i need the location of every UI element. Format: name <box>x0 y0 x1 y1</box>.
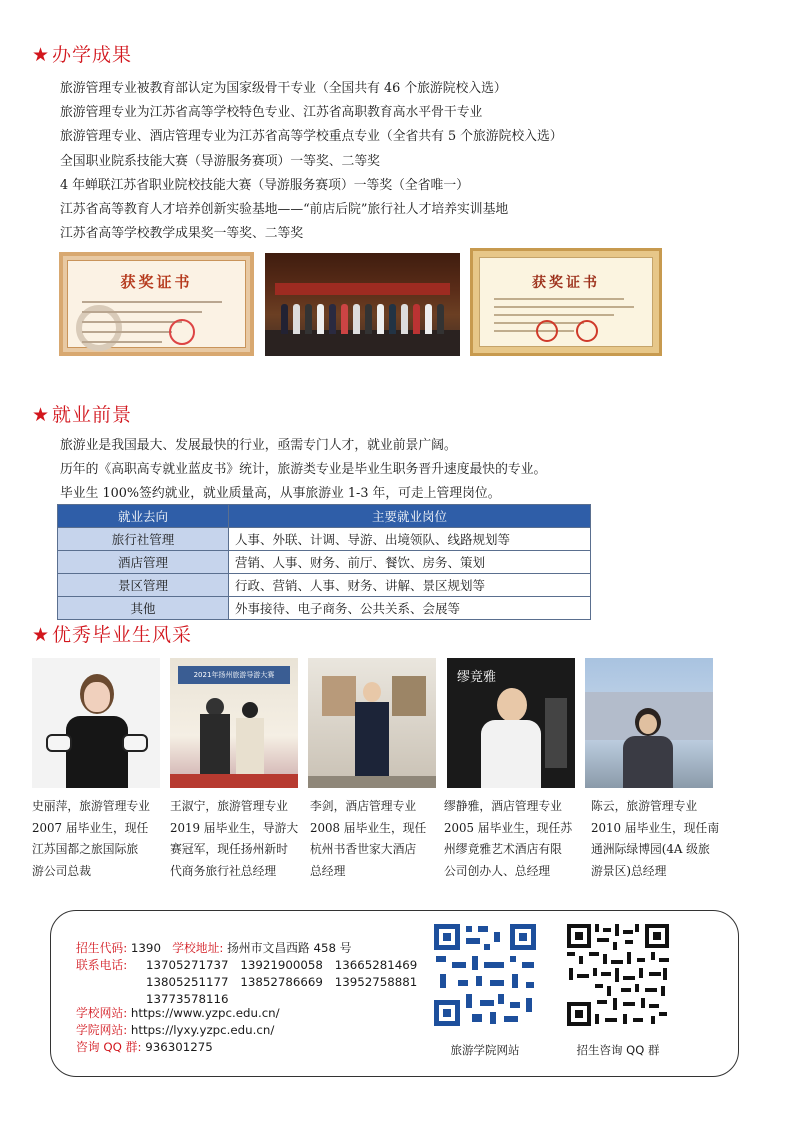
graduate-caption-2: 王淑宁，旅游管理专业 2019 届毕业生，导游大 赛冠军，现任扬州新时 代商务旅行社总经理 <box>170 799 299 878</box>
table-cell-positions: 人事、外联、计调、导游、出境领队、线路规划等 <box>229 528 591 551</box>
award-ceremony-photo <box>265 253 460 356</box>
school-address: 扬州市文昌西路 458 号 <box>227 941 352 955</box>
achievement-item: 4 年蝉联江苏省职业院校技能大赛（导游服务赛项）一等奖（全省唯一） <box>60 177 469 193</box>
phone-block: 联系电话: <box>76 958 128 972</box>
table-cell-destination: 景区管理 <box>58 574 229 597</box>
employment-line: 历年的《高职高专就业蓝皮书》统计，旅游类专业是毕业生职务晋升速度最快的专业。 <box>60 462 547 478</box>
table-row <box>58 551 591 574</box>
achievements-title: ★ 办学成果 <box>32 44 133 66</box>
graduate-photo-2 <box>170 658 298 788</box>
graduates-title: ★ 优秀毕业生风采 <box>32 624 193 646</box>
table-header-cell: 就业去向 <box>58 505 229 528</box>
certificate-title: 获奖证书 <box>532 275 600 291</box>
red-seal-icon <box>169 319 195 345</box>
qr-code-icon <box>432 922 538 1028</box>
table-row <box>58 597 591 620</box>
college-website-link[interactable]: https://lyxy.yzpc.edu.cn/ <box>130 1023 275 1037</box>
table-cell-positions: 营销、人事、财务、前厅、餐饮、房务、策划 <box>229 551 591 574</box>
phone-numbers <box>146 957 417 1008</box>
qr-code-qq-group[interactable] <box>565 922 671 1028</box>
red-seal-icon <box>536 320 558 342</box>
phone-line: 13805251177 13852786669 13952758881 <box>146 975 418 989</box>
admission-code-line: 招生代码: 1390 学校地址: 扬州市文昌西路 458 号 <box>76 941 352 955</box>
employment-text <box>60 434 546 507</box>
table-cell-positions: 行政、营销、人事、财务、讲解、景区规划等 <box>229 574 591 597</box>
graduate-photo-5 <box>585 658 713 788</box>
star-icon: ★ <box>32 624 51 646</box>
achievement-item: 旅游管理专业为江苏省高等学校特色专业、江苏省高职教育高水平骨干专业 <box>60 105 483 121</box>
red-seal-icon <box>576 320 598 342</box>
graduate-photo-4 <box>447 658 575 788</box>
school-website-link[interactable]: https://www.yzpc.edu.cn/ <box>130 1006 280 1020</box>
table-cell-positions: 外事接待、电子商务、公共关系、会展等 <box>229 597 591 620</box>
award-certificate-image-1 <box>59 252 254 356</box>
qq-group-line: 咨询 QQ 群: 936301275 <box>76 1040 213 1054</box>
qr-code-college-website[interactable] <box>432 922 538 1028</box>
magazine-title: 缪竟雅 <box>457 670 497 685</box>
achievement-item: 旅游管理专业、酒店管理专业为江苏省高等学校重点专业（全省共有 5 个旅游院校入选） <box>60 129 563 145</box>
table-row <box>58 574 591 597</box>
employment-title: ★ 就业前景 <box>32 404 133 426</box>
graduate-caption-1: 史丽萍，旅游管理专业 2007 届毕业生，现任 江苏国都之旅国际旅 游公司总裁 <box>32 799 150 878</box>
table-header-cell: 主要就业岗位 <box>229 505 591 528</box>
star-icon: ★ <box>32 404 51 426</box>
graduate-photo-3 <box>308 658 436 788</box>
table-row <box>58 528 591 551</box>
qq-group-number: 936301275 <box>145 1040 213 1054</box>
phone-line: 13773578116 <box>146 992 229 1006</box>
graduate-photo-1 <box>32 658 160 788</box>
achievement-item: 江苏省高等学校教学成果奖一等奖、二等奖 <box>60 226 304 242</box>
school-website-line: 学校网站: https://www.yzpc.edu.cn/ <box>76 1006 280 1020</box>
table-cell-destination: 酒店管理 <box>58 551 229 574</box>
college-website-line: 学院网站: https://lyxy.yzpc.edu.cn/ <box>76 1023 275 1037</box>
admission-code: 1390 <box>130 941 161 955</box>
achievement-item: 江苏省高等教育人才培养创新实验基地——“前店后院”旅行社人才培养实训基地 <box>60 202 509 218</box>
certificate-title: 获奖证书 <box>120 273 193 291</box>
qr-caption-qq: 招生咨询 QQ 群 <box>576 1043 660 1057</box>
qr-code-icon <box>565 922 671 1028</box>
achievements-list <box>60 77 563 246</box>
achievement-item: 全国职业院系技能大赛（导游服务赛项）一等奖、二等奖 <box>60 153 380 169</box>
employment-table <box>57 504 591 620</box>
qr-caption-college: 旅游学院网站 <box>450 1043 520 1057</box>
phone-line: 13705271737 13921900058 13665281469 <box>146 958 418 972</box>
table-header-row <box>58 505 591 528</box>
graduate-caption-3: 李剑，酒店管理专业 2008 届毕业生，现任 杭州书香世家大酒店 总经理 <box>310 799 427 878</box>
award-certificate-image-2 <box>470 248 662 356</box>
graduate-caption-5: 陈云，旅游管理专业 2010 届毕业生，现任南 通洲际绿博园(4A 级旅 游景区)总经理 <box>591 799 720 878</box>
employment-line: 毕业生 100%签约就业，就业质量高，从事旅游业 1-3 年，可走上管理岗位。 <box>60 486 501 502</box>
graduate-caption-4: 缪静雅，酒店管理专业 2005 届毕业生，现任苏 州缪竟雅艺术酒店有限 公司创办人、总经理 <box>444 799 573 878</box>
star-icon: ★ <box>32 44 51 66</box>
employment-line: 旅游业是我国最大、发展最快的行业，亟需专门人才，就业前景广阔。 <box>60 438 457 453</box>
banner-text: 2021年扬州旅游导游大赛 <box>178 666 290 684</box>
table-cell-destination: 旅行社管理 <box>58 528 229 551</box>
table-cell-destination: 其他 <box>58 597 229 620</box>
achievement-item: 旅游管理专业被教育部认定为国家级骨干专业（全国共有 46 个旅游院校入选） <box>60 81 507 96</box>
